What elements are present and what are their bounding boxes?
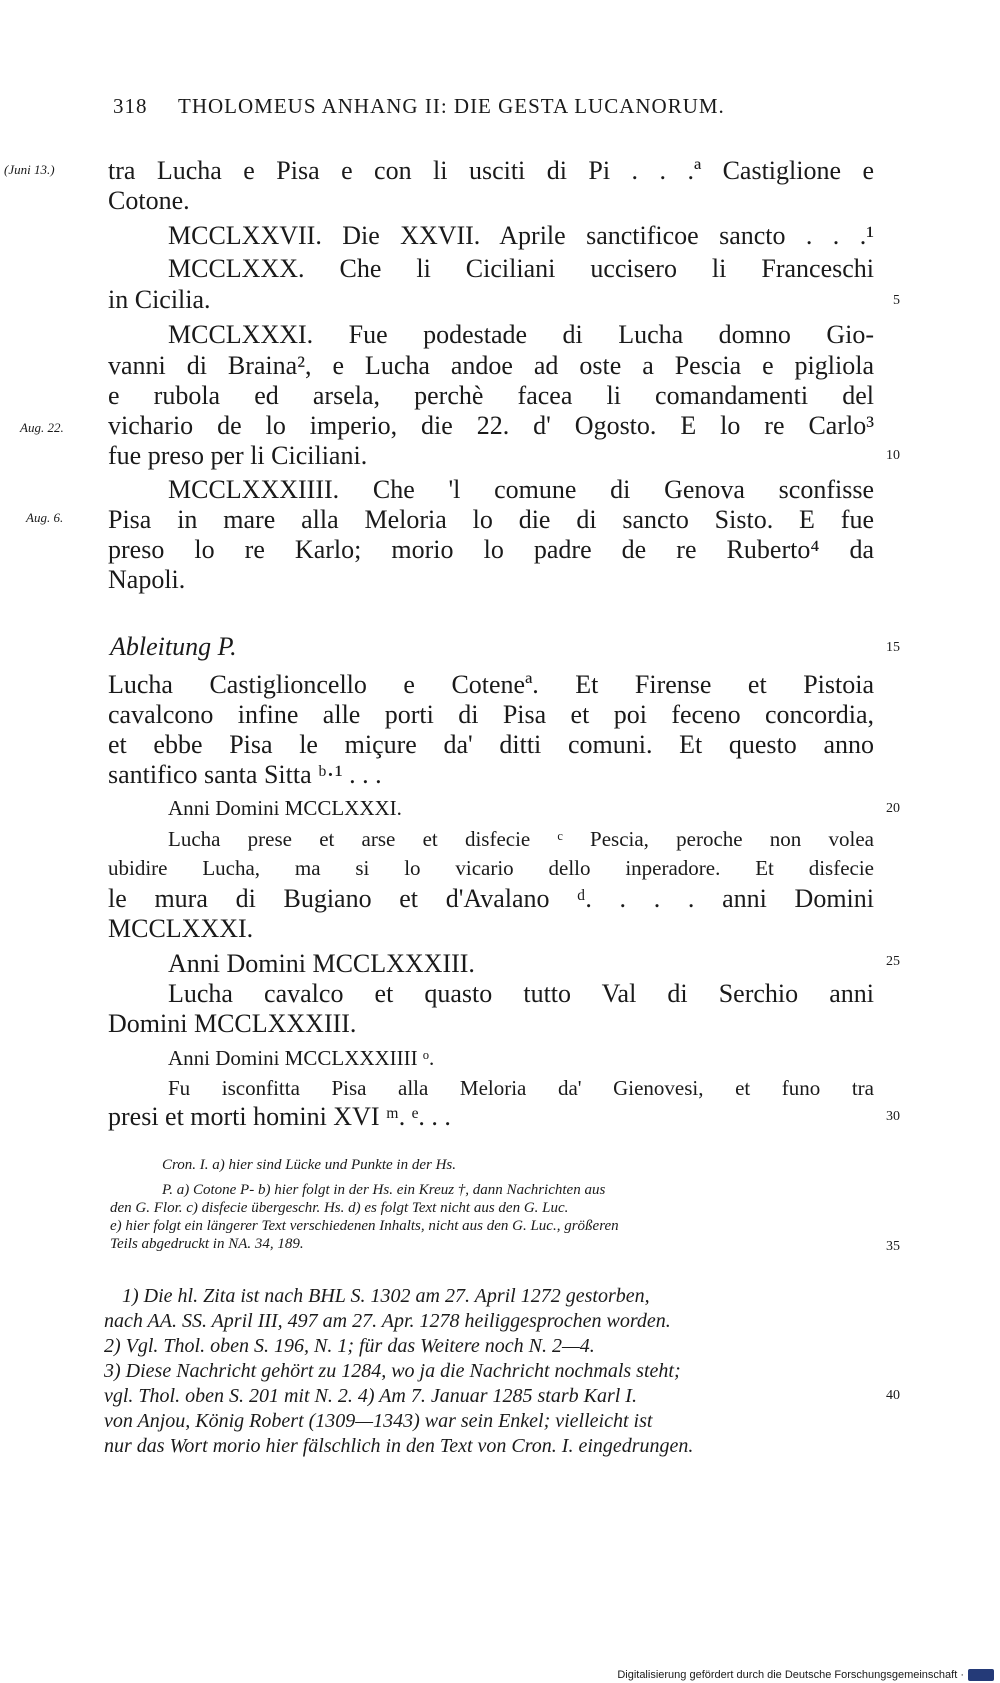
- text-line: preso lo re Karlo; morio lo padre de re Ruberto⁴ da: [108, 535, 874, 564]
- text-line: ubidire Lucha, ma si lo vicario dello inperadore. Et disfecie: [108, 856, 874, 880]
- text-line: et ebbe Pisa le miçure da' ditti comuni. Et questo anno: [108, 730, 874, 759]
- text-line: MCCLXXXI.: [108, 914, 254, 943]
- section-heading: Ableitung P.: [110, 632, 237, 661]
- text-line: MCCLXXVII. Die XXVII. Aprile sanctificoe sancto . . .¹: [168, 221, 874, 250]
- text-line: Lucha cavalco et quasto tutto Val di Serchio anni: [168, 979, 874, 1008]
- line-number: 30: [886, 1109, 900, 1124]
- note-line: 3) Diese Nachricht gehört zu 1284, wo ja die Nachricht nochmals steht;: [104, 1360, 681, 1382]
- text-line: cavalcono infine alle porti di Pisa et poi feceno concordia,: [108, 700, 874, 729]
- text-line: Anni Domini MCCLXXXIIII ᵒ.: [168, 1046, 435, 1070]
- line-number: 5: [893, 293, 900, 308]
- text-line: Lucha Castiglioncello e Coteneª. Et Firense et Pistoia: [108, 670, 874, 699]
- text-line: Napoli.: [108, 565, 186, 594]
- note-line: 1) Die hl. Zita ist nach BHL S. 1302 am 27. April 1272 gestorben,: [122, 1285, 650, 1307]
- line-number: 40: [886, 1388, 900, 1403]
- text-line: Pisa in mare alla Meloria lo die di sancto Sisto. E fue: [108, 505, 874, 534]
- apparatus-line: Cron. I. a) hier sind Lücke und Punkte in der Hs.: [162, 1157, 456, 1173]
- text-line: e rubola ed arsela, perchè facea li comandamenti del: [108, 381, 874, 410]
- text-line: tra Lucha e Pisa e con li usciti di Pi . . .ª Castiglione e: [108, 156, 874, 185]
- text-line: Anni Domini MCCLXXXI.: [168, 796, 402, 820]
- note-line: nach AA. SS. April III, 497 am 27. Apr. 1278 heiliggesprochen worden.: [104, 1310, 671, 1332]
- note-line: vgl. Thol. oben S. 201 mit N. 2. 4) Am 7. Januar 1285 starb Karl I.: [104, 1385, 637, 1407]
- running-title: THOLOMEUS ANHANG II: DIE GESTA LUCANORUM.: [178, 94, 725, 118]
- text-line: MCCLXXX. Che li Ciciliani uccisero li Franceschi: [168, 254, 874, 283]
- text-line: fue preso per li Ciciliani.: [108, 441, 368, 470]
- dfg-logo-icon: [968, 1669, 994, 1681]
- text-line: vanni di Braina², e Lucha andoe ad oste a Pescia e pigliola: [108, 351, 874, 380]
- text-line: MCCLXXXI. Fue podestade di Lucha domno Gio-: [168, 320, 874, 349]
- line-number: 35: [886, 1239, 900, 1254]
- text-line: santifico santa Sitta ᵇ·¹ . . .: [108, 760, 382, 789]
- text-line: vichario de lo imperio, die 22. d' Ogosto. E lo re Carlo³: [108, 411, 874, 440]
- margin-date-aug22: Aug. 22.: [20, 420, 64, 435]
- page-number: 318: [113, 94, 148, 118]
- apparatus-line: den G. Flor. c) disfecie übergeschr. Hs. d) es folgt Text nicht aus den G. Luc.: [110, 1200, 569, 1216]
- line-number: 15: [886, 640, 900, 655]
- margin-date-aug6: Aug. 6.: [26, 510, 64, 525]
- text-line: presi et morti homini XVI ᵐ. ᵉ. . .: [108, 1102, 451, 1131]
- text-line: Domini MCCLXXXIII.: [108, 1009, 357, 1038]
- text-line: Lucha prese et arse et disfecie ᶜ Pescia, peroche non volea: [168, 827, 874, 851]
- note-line: von Anjou, König Robert (1309—1343) war sein Enkel; vielleicht ist: [104, 1410, 653, 1432]
- apparatus-line: e) hier folgt ein längerer Text verschiedenen Inhalts, nicht aus den G. Luc., größeren: [110, 1218, 619, 1234]
- line-number: 25: [886, 954, 900, 969]
- text-line: Cotone.: [108, 186, 190, 215]
- text-line: MCCLXXXIIII. Che 'l comune di Genova sconfisse: [168, 475, 874, 504]
- text-line: Fu isconfitta Pisa alla Meloria da' Gienovesi, et funo tra: [168, 1076, 874, 1100]
- line-number: 20: [886, 801, 900, 816]
- apparatus-line: P. a) Cotone P- b) hier folgt in der Hs. ein Kreuz †, dann Nachrichten aus: [162, 1182, 606, 1198]
- note-line: nur das Wort morio hier fälschlich in den Text von Cron. I. eingedrungen.: [104, 1435, 694, 1457]
- apparatus-line: Teils abgedruckt in NA. 34, 189.: [110, 1236, 304, 1252]
- text-line: Anni Domini MCCLXXXIII.: [168, 949, 475, 978]
- note-line: 2) Vgl. Thol. oben S. 196, N. 1; für das Weitere noch N. 2—4.: [104, 1335, 595, 1357]
- text-line: in Cicilia.: [108, 285, 211, 314]
- margin-date-juni13: (Juni 13.): [4, 162, 55, 177]
- line-number: 10: [886, 448, 900, 463]
- digitization-credit: Digitalisierung gefördert durch die Deutsche Forschungsgemeinschaft ·: [617, 1669, 964, 1681]
- text-line: le mura di Bugiano et d'Avalano ᵈ. . . . anni Domini: [108, 884, 874, 913]
